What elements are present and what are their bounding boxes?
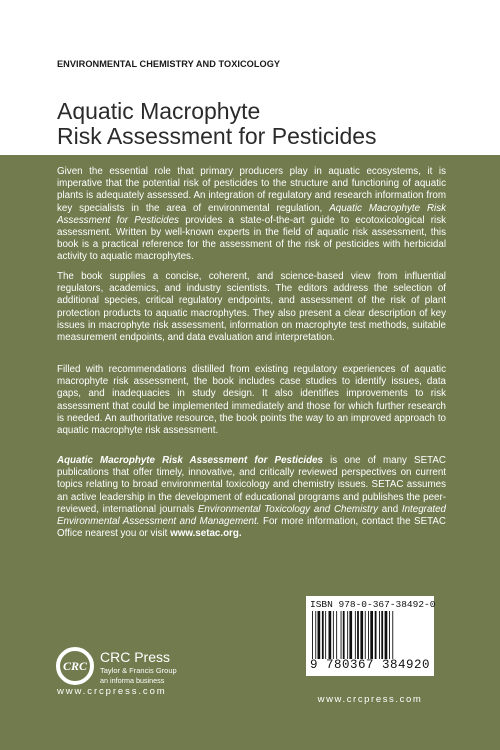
barcode-bar (322, 611, 324, 659)
p1-text-a: Given the essential role that primary producers play in aquatic ecosystems, it is imperative that the potential risk of pesticides to the structure and functioning of aquatic plants is adequately assessed. An integration of regulatory and research information from key specialists in the area of environmental regulation, (57, 166, 446, 214)
p1-text-c: provides a state-of-the-art guide to ecotoxicological risk assessment. Written by well-known experts in the field of aquatic risk assessment, this book is a practical reference for the assessment of the risk of pesticides with herbicidal activity to aquatic macrophytes. (57, 214, 446, 263)
barcode-bar (375, 611, 377, 659)
p4-book-title: Aquatic Macrophyte Risk Assessment for Pesticides (57, 455, 323, 466)
barcode-bar (343, 611, 345, 659)
barcode-bar (385, 611, 388, 659)
blurb-paragraph-4 (57, 455, 446, 540)
barcode-bar (325, 611, 326, 659)
publisher-group: Taylor & Francis Group (100, 666, 177, 675)
book-title (57, 99, 377, 149)
publisher-name: CRC Press (100, 649, 171, 665)
barcode-icon (310, 611, 430, 659)
barcode-bar (341, 611, 342, 659)
publisher-business: an informa business (100, 676, 165, 685)
p4-text-d: and (378, 503, 402, 515)
barcode-bar (349, 611, 352, 659)
barcode-bar (336, 611, 337, 659)
barcode-bar (365, 611, 366, 659)
barcode-bar (360, 611, 363, 659)
barcode-bar (312, 611, 313, 659)
barcode-bar (379, 611, 380, 659)
barcode-bar (329, 611, 332, 659)
logo-text: CRC (62, 659, 88, 673)
blurb-paragraph-3: Filled with recommendations distilled from existing regulatory experiences of aquatic macrophyte risk assessment, the book includes case studies to identify issues, data gaps, and inadequacies in study design. It also identifies improvements to risk assessment that could be implemented immediately and those for which further research is needed. An authoritative resource, the book points the way to an improved approach to aquatic macrophyte risk assessment. (57, 364, 446, 437)
barcode-bar (315, 611, 316, 659)
p4-text-b: is one of many SETAC publications that offer timely, innovative, and critically reviewed perspectives on current topics relating to broad environmental toxicology and chemistry issues. SETAC assumes an active leadership in the development of educational programs and publishes the peer-reviewed, international journals (57, 455, 446, 515)
barcode-bar (357, 611, 359, 659)
title-line-1: Aquatic Macrophyte (57, 98, 261, 124)
barcode-box (306, 596, 434, 676)
barcode-number: 9 780367 384920 (310, 658, 431, 672)
barcode-bar (333, 611, 334, 659)
barcode-bar (370, 611, 373, 659)
barcode-bar (318, 611, 321, 659)
barcode-bar (392, 611, 393, 659)
barcode-bar (347, 611, 348, 659)
barcode-bar (368, 611, 369, 659)
site-url: www.crcpress.com (317, 694, 423, 705)
publisher-url: www.crcpress.com (57, 686, 167, 697)
cover-top (0, 0, 500, 155)
barcode-bar (355, 611, 356, 659)
blurb-paragraph-1 (57, 166, 446, 264)
p1-book-title: Aquatic Macrophyte Risk Assessment for Pesticides (57, 202, 446, 226)
crc-logo-icon (55, 646, 95, 686)
p4-text-f: For more information, contact the SETAC Office nearest you or visit (57, 516, 446, 540)
barcode-bar (389, 611, 390, 659)
blurb-paragraph-2: The book supplies a concise, coherent, and science-based view from influential regulators, academics, and industry scientists. The editors address the selection of additional species, critical regulatory endpoints, and assessment of the risk of plant protection products to aquatic macrophytes. They also present a clear description of key issues in macrophyte risk assessment, information on macrophyte test methods, suitable measurement endpoints, and data evaluation and interpretation. (57, 271, 446, 344)
barcode-bar (381, 611, 383, 659)
p4-journal-2: Integrated Environmental Assessment and Management. (57, 503, 447, 528)
p4-journal-1: Environmental Toxicology and Chemistry (197, 503, 379, 515)
setac-link: www.setac.org. (170, 528, 242, 540)
title-line-2: Risk Assessment for Pesticides (57, 123, 377, 149)
isbn-number: ISBN 978-0-367-38492-0 (310, 599, 436, 610)
series-name: ENVIRONMENTAL CHEMISTRY AND TOXICOLOGY (57, 59, 281, 69)
